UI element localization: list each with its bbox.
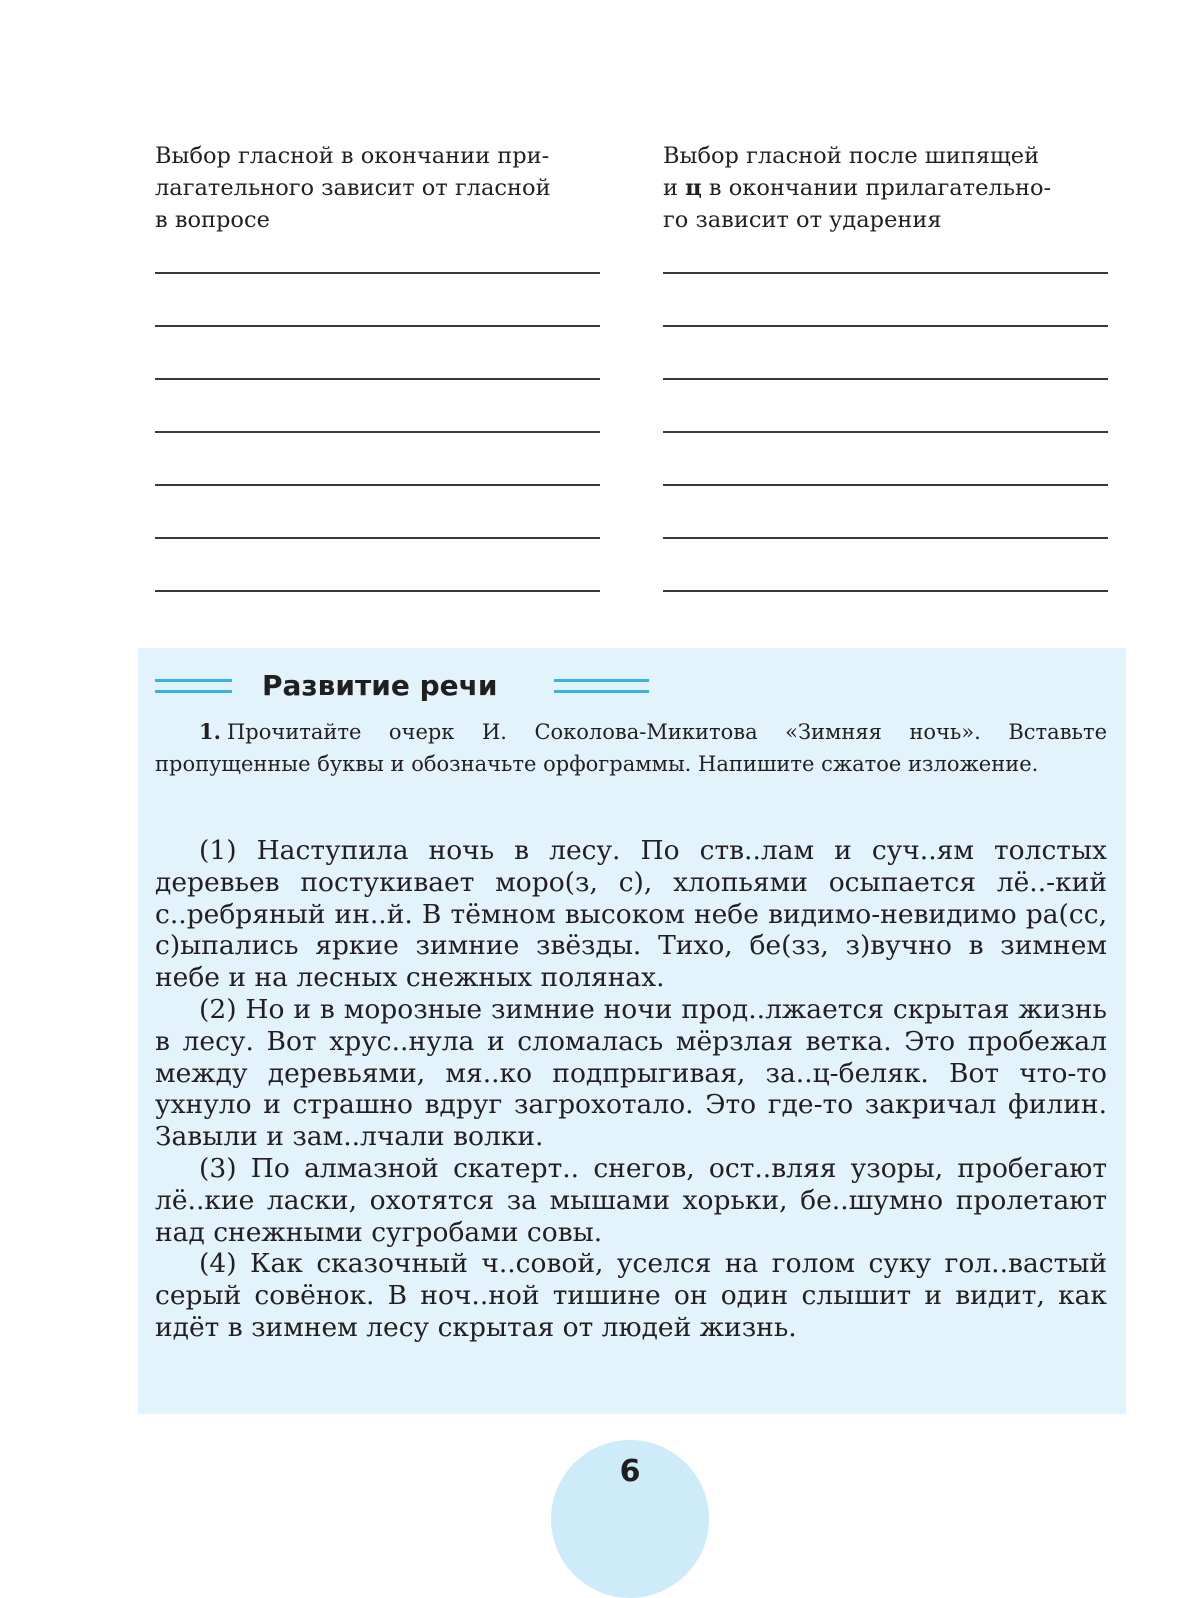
- writing-line[interactable]: [663, 431, 1108, 433]
- task-number: 1.: [199, 719, 221, 744]
- writing-line[interactable]: [663, 484, 1108, 486]
- writing-line[interactable]: [155, 590, 600, 592]
- bold-letter: ц: [685, 175, 702, 201]
- right-rule-column: [663, 140, 1108, 643]
- page-number: 6: [619, 1454, 641, 1489]
- task-instructions: [155, 716, 1107, 780]
- left-rule-header: Выбор гласной в окончании при- лагательного зависит от гласной в вопросе: [155, 143, 551, 233]
- story-paragraph: (3) По алмазной скатерт.. снегов, ост..вляя узоры, пробегают лё..кие ласки, охотятся за мышами хорьки, бе..шумно пролетают над снежными сугробами совы.: [155, 1152, 1107, 1248]
- writing-line[interactable]: [663, 537, 1108, 539]
- writing-line[interactable]: [663, 378, 1108, 380]
- writing-line[interactable]: [155, 431, 600, 433]
- story-paragraph: (2) Но и в морозные зимние ночи прод..лжается скрытая жизнь в лесу. Вот хрус..нула и сломалась мёрзлая ветка. Это пробежал между деревьями, мя..ко подпрыгивая, за..ц-беляк. Вот что-то ухнуло и страшно вдруг загрохотало. Это где-то закричал филин. Завыли и зам..лчали волки.: [155, 993, 1107, 1153]
- writing-line[interactable]: [663, 272, 1108, 274]
- story-paragraph: (4) Как сказочный ч..совой, уселся на голом суку гол..вастый серый совёнок. В ноч..ной тишине он один слышит и видит, как идёт в зимнем лесу скрытая от людей жизнь.: [155, 1248, 1107, 1343]
- right-writing-lines: [663, 272, 1108, 592]
- left-writing-lines: [155, 272, 600, 592]
- story-paragraph: (1) Наступила ночь в лесу. По ств..лам и суч..ям толстых деревьев постукивает моро(з, с), хлопьями осыпается лё..-кий с..ребряный ин..й. В тёмном высоком небе видимо-невидимо ра(сс, с)ыпались яркие зимние звёзды. Тихо, бе(зз, з)вучно в зимнем небе и на лесных снежных полянах.: [155, 835, 1107, 994]
- writing-line[interactable]: [155, 537, 600, 539]
- task-text: Прочитайте очерк И. Соколова-Микитова «Зимняя ночь». Вставьте пропущенные буквы и обозначьте орфограммы. Напишите сжатое изложение.: [155, 720, 1107, 776]
- writing-line[interactable]: [663, 590, 1108, 592]
- title-decoration-left: [155, 679, 232, 693]
- writing-line[interactable]: [155, 484, 600, 486]
- writing-line[interactable]: [155, 325, 600, 327]
- writing-line[interactable]: [155, 378, 600, 380]
- left-rule-column: [155, 140, 600, 643]
- title-decoration-right: [554, 679, 649, 693]
- story-text: [155, 835, 1107, 1344]
- writing-line[interactable]: [155, 272, 600, 274]
- section-title: Развитие речи: [262, 669, 498, 702]
- right-rule-header: Выбор гласной после шипящей и ц в окончании прилагательно- го зависит от ударения: [663, 143, 1052, 233]
- writing-line[interactable]: [663, 325, 1108, 327]
- speech-development-panel: [138, 648, 1126, 1414]
